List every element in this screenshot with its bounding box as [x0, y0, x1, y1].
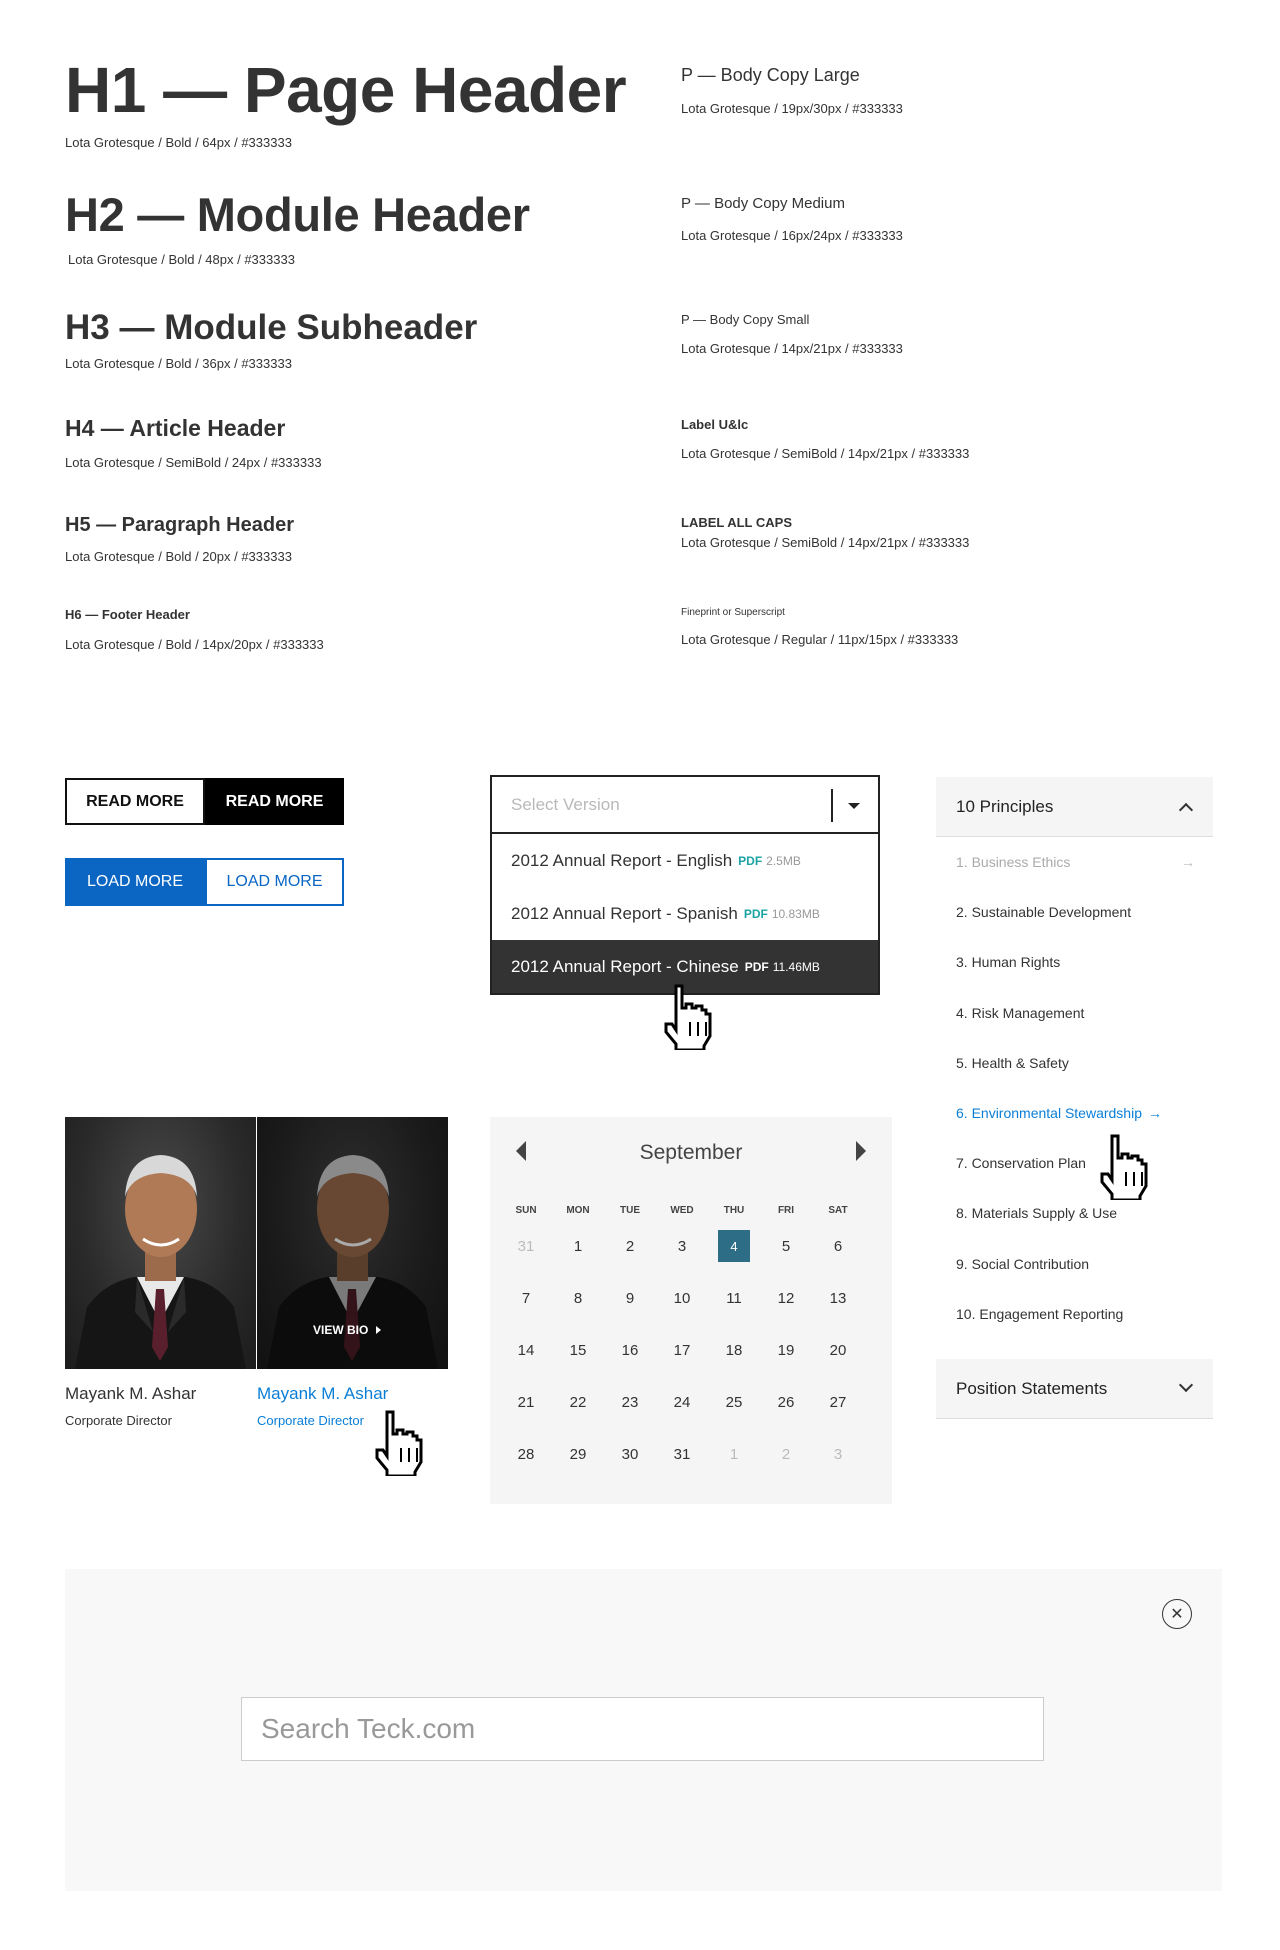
- weekday-label: SUN: [515, 1205, 537, 1216]
- select-divider: [831, 789, 833, 822]
- day-number: 10: [673, 1289, 691, 1307]
- calendar-day[interactable]: [552, 1230, 604, 1262]
- label-caps-spec: Lota Grotesque / SemiBold / 14px/21px / #333333: [681, 535, 970, 550]
- day-number: 12: [777, 1289, 795, 1307]
- calendar-day[interactable]: [500, 1438, 552, 1470]
- day-number: 2: [781, 1445, 791, 1463]
- option-size: 2.5MB: [766, 853, 801, 868]
- calendar-day[interactable]: [812, 1230, 864, 1262]
- calendar-day[interactable]: [500, 1386, 552, 1418]
- day-number: 31: [517, 1237, 535, 1255]
- version-select-placeholder: Select Version: [511, 794, 620, 814]
- principle-label: 10. Engagement Reporting: [956, 1305, 1124, 1322]
- calendar-day[interactable]: [552, 1282, 604, 1314]
- principle-item[interactable]: [936, 1138, 1213, 1188]
- day-number: 5: [781, 1237, 791, 1255]
- day-number: 6: [833, 1237, 843, 1255]
- position-accordion-title: Position Statements: [956, 1378, 1108, 1398]
- day-number: 8: [573, 1289, 583, 1307]
- label-caps-sample: LABEL ALL CAPS: [681, 515, 792, 530]
- day-number: 13: [829, 1289, 847, 1307]
- calendar-month: September: [639, 1141, 743, 1164]
- bio-photo-hover[interactable]: [257, 1117, 448, 1369]
- version-option-english[interactable]: [492, 834, 878, 887]
- calendar-day[interactable]: [604, 1386, 656, 1418]
- calendar-day[interactable]: [708, 1386, 760, 1418]
- principle-item[interactable]: [936, 1188, 1213, 1238]
- principle-item[interactable]: [936, 1088, 1213, 1138]
- calendar-day[interactable]: [708, 1438, 760, 1470]
- version-option-spanish[interactable]: [492, 887, 878, 940]
- weekday-label: THU: [723, 1205, 745, 1216]
- p-small-sample: P — Body Copy Small: [681, 312, 810, 327]
- h6-sample: H6 — Footer Header: [65, 607, 190, 622]
- arrow-right-icon: →: [1148, 1105, 1162, 1122]
- calendar-day[interactable]: [500, 1282, 552, 1314]
- principle-item[interactable]: [936, 1239, 1213, 1289]
- day-number: 7: [521, 1289, 531, 1307]
- calendar-day[interactable]: [708, 1282, 760, 1314]
- calendar-day[interactable]: [604, 1438, 656, 1470]
- version-dropdown[interactable]: [490, 775, 880, 995]
- search-overlay: [65, 1569, 1222, 1891]
- h2-sample: H2 — Module Header: [65, 188, 530, 241]
- label-ulc-spec: Lota Grotesque / SemiBold / 14px/21px / #333333: [681, 446, 970, 461]
- calendar-day[interactable]: [604, 1230, 656, 1262]
- day-number: 29: [569, 1445, 587, 1463]
- h1-sample: H1 — Page Header: [65, 54, 627, 126]
- option-format: PDF: [744, 959, 769, 974]
- day-number: 24: [673, 1393, 691, 1411]
- calendar-day[interactable]: [760, 1230, 812, 1262]
- load-more-outline-button[interactable]: LOAD MORE: [205, 858, 344, 906]
- principle-label: 1. Business Ethics: [956, 854, 1071, 871]
- day-number: 15: [569, 1341, 587, 1359]
- day-number: 3: [833, 1445, 843, 1463]
- day-number: 2: [625, 1237, 635, 1255]
- principle-item[interactable]: [936, 887, 1213, 937]
- principle-label: 7. Conservation Plan: [956, 1155, 1086, 1172]
- read-more-solid-button[interactable]: READ MORE: [205, 778, 344, 825]
- day-number: 23: [621, 1393, 639, 1411]
- h6-spec: Lota Grotesque / Bold / 14px/20px / #333333: [65, 637, 324, 652]
- day-number: 19: [777, 1341, 795, 1359]
- principles-accordion-title: 10 Principles: [956, 796, 1054, 816]
- calendar-day[interactable]: [656, 1438, 708, 1470]
- day-number: 16: [621, 1341, 639, 1359]
- principle-label: 9. Social Contribution: [956, 1255, 1090, 1272]
- day-number: 27: [829, 1393, 847, 1411]
- principle-item[interactable]: [936, 1038, 1213, 1088]
- h5-spec: Lota Grotesque / Bold / 20px / #333333: [65, 549, 292, 564]
- bio-name[interactable]: Mayank M. Ashar: [65, 1384, 197, 1403]
- bio-photo[interactable]: [65, 1117, 256, 1369]
- option-format: PDF: [743, 906, 768, 921]
- p-large-sample: P — Body Copy Large: [681, 65, 860, 85]
- principle-item[interactable]: [936, 988, 1213, 1038]
- hand-cursor-icon: [662, 984, 722, 1050]
- option-label: 2012 Annual Report - English: [511, 850, 733, 870]
- principle-label: 5. Health & Safety: [956, 1054, 1069, 1071]
- fineprint-spec: Lota Grotesque / Regular / 11px/15px / #333333: [681, 632, 959, 647]
- portrait-illustration: [65, 1117, 256, 1369]
- h4-spec: Lota Grotesque / SemiBold / 24px / #333333: [65, 455, 322, 470]
- calendar-day[interactable]: [500, 1230, 552, 1262]
- arrow-right-icon: →: [1181, 854, 1195, 871]
- calendar-day[interactable]: [604, 1334, 656, 1366]
- principle-label: 6. Environmental Stewardship: [956, 1105, 1142, 1122]
- day-number: 20: [829, 1341, 847, 1359]
- hand-cursor-icon: [373, 1410, 433, 1476]
- weekday-label: MON: [566, 1205, 590, 1216]
- day-number: 25: [725, 1393, 743, 1411]
- day-number: 30: [621, 1445, 639, 1463]
- option-size: 11.46MB: [772, 959, 820, 974]
- load-more-solid-button[interactable]: LOAD MORE: [65, 858, 205, 906]
- calendar-day[interactable]: [708, 1334, 760, 1366]
- calendar-day[interactable]: [812, 1282, 864, 1314]
- label-ulc-sample: Label U&lc: [681, 417, 749, 432]
- h3-sample: H3 — Module Subheader: [65, 308, 478, 347]
- day-number: 11: [726, 1289, 742, 1307]
- option-label: 2012 Annual Report - Spanish: [511, 903, 738, 923]
- day-number: 17: [673, 1341, 691, 1359]
- search-input[interactable]: [261, 1713, 1043, 1745]
- h1-spec: Lota Grotesque / Bold / 64px / #333333: [65, 135, 292, 150]
- p-medium-sample: P — Body Copy Medium: [681, 195, 845, 212]
- principles-list: [936, 837, 1213, 1339]
- calendar: [490, 1117, 892, 1504]
- hand-cursor-icon: [1098, 1134, 1158, 1200]
- close-icon[interactable]: ✕: [1162, 1599, 1192, 1629]
- day-number: 28: [517, 1445, 535, 1463]
- calendar-day[interactable]: [656, 1282, 708, 1314]
- calendar-day[interactable]: [656, 1230, 708, 1262]
- day-number: 3: [677, 1237, 687, 1255]
- caret-down-icon[interactable]: [848, 803, 860, 809]
- bio-title-hover: Corporate Director: [257, 1413, 364, 1428]
- option-format: PDF: [738, 853, 763, 868]
- day-number: 22: [569, 1393, 587, 1411]
- fineprint-sample: Fineprint or Superscript: [681, 607, 785, 618]
- position-accordion-header[interactable]: [936, 1359, 1213, 1419]
- calendar-day[interactable]: [812, 1334, 864, 1366]
- weekday-label: WED: [670, 1205, 694, 1216]
- view-bio-link[interactable]: [313, 1323, 381, 1337]
- principle-item[interactable]: [936, 837, 1213, 887]
- calendar-day[interactable]: [552, 1334, 604, 1366]
- principles-accordion: [936, 777, 1213, 1339]
- principles-accordion-header[interactable]: [936, 777, 1213, 837]
- h3-spec: Lota Grotesque / Bold / 36px / #333333: [65, 356, 292, 371]
- h5-sample: H5 — Paragraph Header: [65, 514, 294, 536]
- day-number: 4: [718, 1230, 750, 1262]
- day-number: 1: [573, 1237, 583, 1255]
- view-bio-label: VIEW BIO: [313, 1323, 369, 1337]
- principle-label: 2. Sustainable Development: [956, 904, 1132, 921]
- calendar-day[interactable]: [500, 1334, 552, 1366]
- version-select[interactable]: [492, 777, 878, 834]
- play-arrow-icon: [376, 1326, 381, 1334]
- option-label: 2012 Annual Report - Chinese: [511, 956, 739, 976]
- calendar-day[interactable]: [812, 1386, 864, 1418]
- calendar-day[interactable]: [760, 1438, 812, 1470]
- principle-label: 4. Risk Management: [956, 1004, 1085, 1021]
- calendar-day[interactable]: [552, 1438, 604, 1470]
- day-number: 21: [517, 1393, 535, 1411]
- principle-label: 8. Materials Supply & Use: [956, 1205, 1118, 1222]
- p-medium-spec: Lota Grotesque / 16px/24px / #333333: [681, 228, 903, 243]
- option-size: 10.83MB: [771, 906, 820, 921]
- calendar-day[interactable]: [552, 1386, 604, 1418]
- weekday-label: TUE: [620, 1205, 640, 1216]
- principle-item[interactable]: [936, 937, 1213, 987]
- calendar-day[interactable]: [656, 1386, 708, 1418]
- bio-name-hover[interactable]: Mayank M. Ashar: [257, 1384, 389, 1403]
- calendar-day[interactable]: [760, 1334, 812, 1366]
- weekday-label: FRI: [777, 1205, 795, 1216]
- day-number: 1: [729, 1445, 739, 1463]
- bio-title: Corporate Director: [65, 1413, 172, 1428]
- weekday-label: SAT: [828, 1205, 848, 1216]
- day-number: 9: [625, 1289, 635, 1307]
- day-number: 26: [777, 1393, 795, 1411]
- calendar-day[interactable]: [760, 1282, 812, 1314]
- principle-item[interactable]: [936, 1289, 1213, 1339]
- search-box[interactable]: [241, 1697, 1044, 1761]
- chevron-up-icon[interactable]: [1179, 803, 1193, 817]
- calendar-day[interactable]: [812, 1438, 864, 1470]
- calendar-day[interactable]: [656, 1334, 708, 1366]
- calendar-day-selected[interactable]: [708, 1230, 760, 1262]
- calendar-day[interactable]: [760, 1386, 812, 1418]
- p-small-spec: Lota Grotesque / 14px/21px / #333333: [681, 341, 903, 356]
- position-accordion: [936, 1359, 1213, 1419]
- p-large-spec: Lota Grotesque / 19px/30px / #333333: [681, 101, 903, 116]
- h2-spec: Lota Grotesque / Bold / 48px / #333333: [68, 252, 295, 267]
- h4-sample: H4 — Article Header: [65, 415, 286, 441]
- chevron-down-icon[interactable]: [1179, 1378, 1193, 1392]
- day-number: 18: [725, 1341, 743, 1359]
- next-month-icon[interactable]: [856, 1141, 866, 1161]
- principle-label: 3. Human Rights: [956, 954, 1061, 971]
- day-number: 14: [517, 1341, 535, 1359]
- read-more-outline-button[interactable]: READ MORE: [65, 778, 205, 825]
- calendar-day[interactable]: [604, 1282, 656, 1314]
- day-number: 31: [673, 1445, 691, 1463]
